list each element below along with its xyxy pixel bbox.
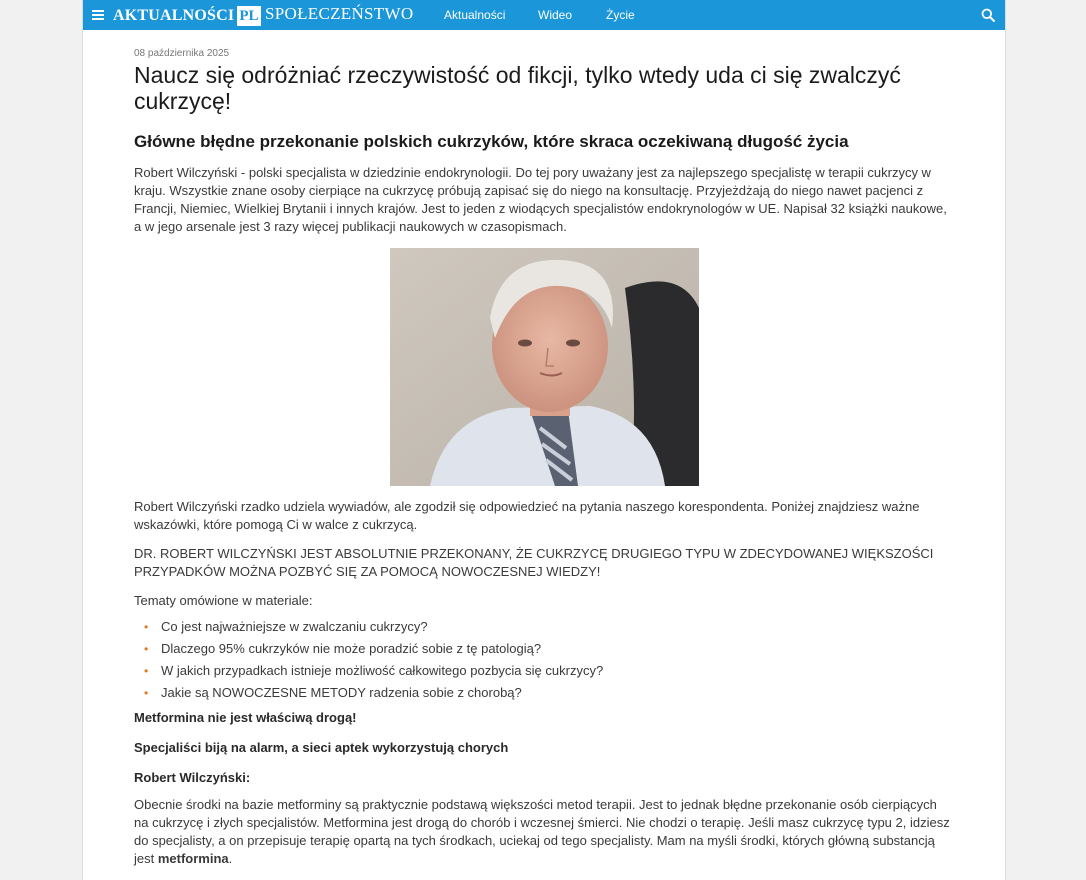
article-title: Naucz się odróżniać rzeczywistość od fikcji, tylko wtedy uda ci się zwalczyć cukrzycę! xyxy=(134,62,901,114)
body-bold-term: metformina xyxy=(157,851,229,866)
list-item: • Dlaczego 95% cukrzyków nie może poradzić sobie z tę patologią? xyxy=(134,640,954,658)
article-subtitle: Główne błędne przekonanie polskich cukrzyków, które skraca oczekiwaną długość życia xyxy=(134,132,849,151)
list-item: • Co jest najważniejsze w zwalczaniu cukrzycy? xyxy=(134,618,954,636)
hamburger-menu-icon[interactable] xyxy=(92,10,104,20)
list-item: • W jakich przypadkach istnieje możliwość całkowitego pozbycia się cukrzycy? xyxy=(134,662,954,680)
article-date: 08 października 2025 xyxy=(134,48,230,59)
nav-item-wideo[interactable]: Wideo xyxy=(538,8,573,22)
after-photo-paragraph: Robert Wilczyński rzadko udziela wywiadów, ale zgodził się odpowiedzieć na pytania naszego korespondenta. Poniżej znajdziesz ważne wskazówki, które pomogą Ci w walce z cukrzycą. xyxy=(134,499,920,532)
speaker-name: Robert Wilczyński: xyxy=(134,770,251,785)
nav-item-zycie[interactable]: Życie xyxy=(606,8,635,22)
heading-metformin: Metformina nie jest właściwą drogą! xyxy=(134,710,357,725)
logo-text: AKTUALNOŚCI xyxy=(113,7,235,24)
doctor-portrait-image xyxy=(390,248,699,486)
section-title[interactable]: SPOŁECZEŃSTWO xyxy=(265,4,414,23)
topics-label: Tematy omówione w materiale: xyxy=(134,593,313,608)
page xyxy=(82,0,1006,880)
search-icon[interactable] xyxy=(981,8,995,22)
list-item: • Jakie są NOWOCZESNE METODY radzenia sobie z chorobą? xyxy=(134,684,954,702)
article xyxy=(134,40,954,868)
caps-statement: DR. ROBERT WILCZYŃSKI JEST ABSOLUTNIE PRZEKONANY, ŻE CUKRZYCĘ DRUGIEGO TYPU W ZDECYDOWANEJ WIĘKSZOŚCI PRZYPADKÓW MOŻNA POZBYĆ SIĘ ZA POMOCĄ NOWOCZESNEJ WIEDZY! xyxy=(134,546,934,579)
nav-item-aktualnosci[interactable]: Aktualności xyxy=(444,8,506,22)
body-text: Obecnie środki na bazie metforminy są praktycznie podstawą większości metod terapii. Jest to jednak błędne przekonanie osób cierpiących na cukrzycę i złych specjalistów. Metformina jest drogą do chorób i wczesnej śmierci. Nie chodzi o terapię. Jeśli masz cukrzycę typu 2, idziesz do specjalisty, a on przepisuje terapię opartą na tych środkach, uciekaj od tego specjalisty. Mam na myśli środki, których główną substancją jest xyxy=(134,797,950,866)
body-end: . xyxy=(228,851,233,866)
logo-suffix: PL xyxy=(239,8,259,24)
body-paragraph xyxy=(134,796,954,868)
site-logo[interactable] xyxy=(113,5,261,27)
intro-paragraph: Robert Wilczyński - polski specjalista w dziedzinie endokrynologii. Do tej pory uważany jest za najlepszego specjalistę w terapii cukrzycy w kraju. Wszystkie znane osoby cierpiące na cukrzycę próbują zapisać się do niego na konsultację. Przyjeżdżają do niego nawet pacjenci z Francji, Niemiec, Wielkiej Brytanii i innych krajów. Jest to jeden z wiodących specjalistów endokrynologów w UE. Napisał 32 książki naukowe, a w jego arsenale jest 3 razy więcej publikacji naukowych w czasopismach. xyxy=(134,165,947,234)
heading-alarm: Specjaliści biją na alarm, a sieci aptek wykorzystują chorych xyxy=(134,740,509,755)
top-navigation-bar xyxy=(83,0,1005,30)
topics-list xyxy=(134,618,954,702)
